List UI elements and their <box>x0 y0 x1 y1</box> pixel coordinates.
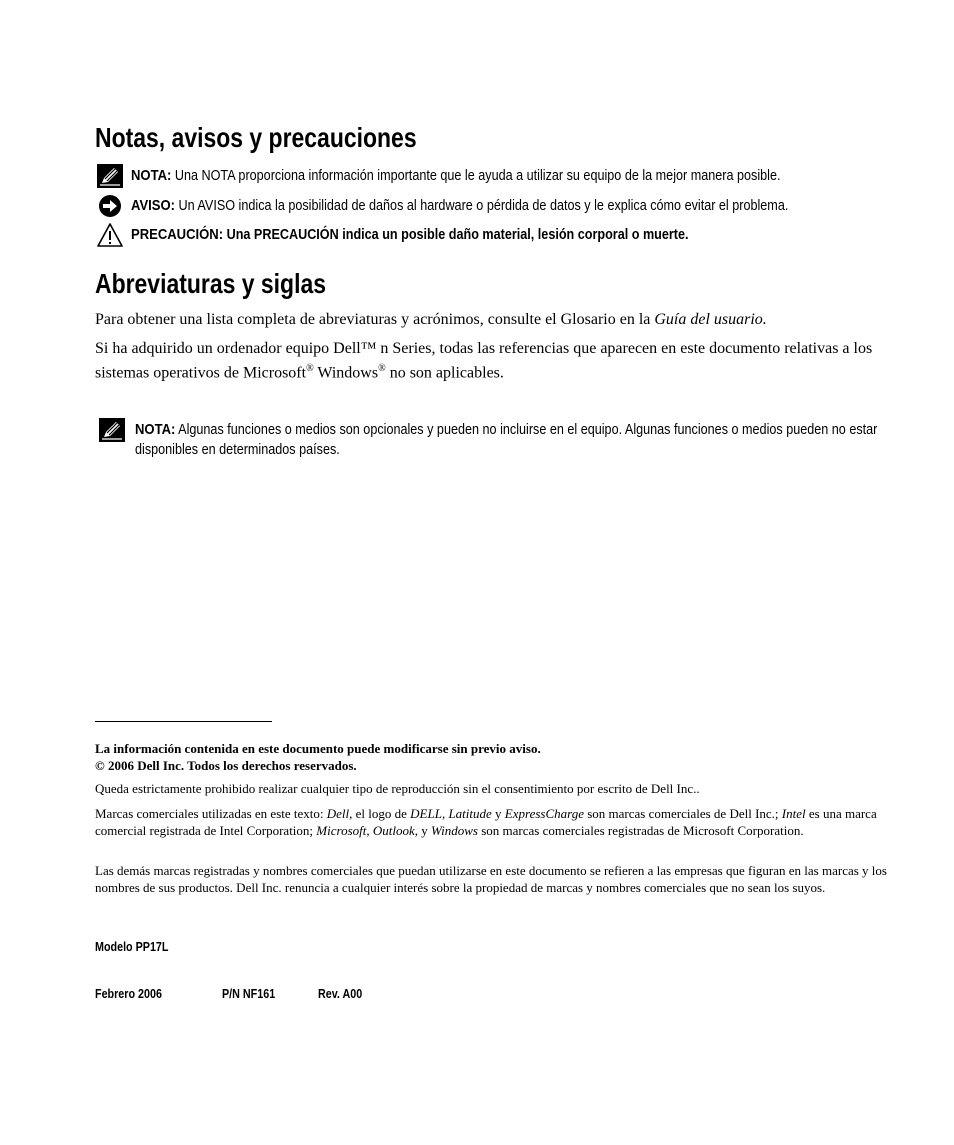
trademarks-paragraph: Marcas comerciales utilizadas en este texto: Dell, el logo de DELL, Latitude y ExpressCharge son marcas comerciales de Dell Inc.; Intel es una marca comercial registrada de Intel Corporation; Microsoft, Outlook, y Windows son marcas comerciales registradas de Microsoft Corporation. <box>95 806 877 838</box>
pencil-note-icon <box>99 418 125 442</box>
nota2-text: Algunas funciones o medios son opcionales y pueden no incluirse en el equipo. Algunas funciones o medios pueden no estar disponibles en determinados países. <box>135 422 878 458</box>
precaucion-text: Una PRECAUCIÓN indica un posible daño material, lesión corporal o muerte. <box>223 227 689 243</box>
other-trademarks-paragraph: Las demás marcas registradas y nombres comerciales que puedan utilizarse en este documento se refieren a las empresas que figuran en las marcas y los nombres de sus productos. Dell Inc. renuncia a cualquier interés sobre la propiedad de marcas y nombres comerciales que no sean los suyos. <box>95 863 887 895</box>
nota2-label: NOTA: <box>135 421 176 438</box>
revision: Rev. A00 <box>318 987 363 1001</box>
copyright-line: © 2006 Dell Inc. Todos los derechos reservados. <box>95 757 357 773</box>
part-number: P/N NF161 <box>222 987 276 1001</box>
guia-usuario-ref: Guía del usuario. <box>654 311 767 328</box>
precaucion-label: PRECAUCIÓN: <box>131 226 224 243</box>
notice-arrow-icon <box>97 194 123 218</box>
heading-notas-avisos: Notas, avisos y precauciones <box>95 122 417 153</box>
aviso-text: Un AVISO indica la posibilidad de daños al hardware o pérdida de datos y le explica cómo evitar el problema. <box>174 198 789 214</box>
aviso-label: AVISO: <box>131 197 175 214</box>
reproduction-notice: Queda estrictamente prohibido realizar cualquier tipo de reproducción sin el consentimiento por escrito de Dell Inc.. <box>95 781 700 796</box>
nota-optional-features <box>95 418 895 464</box>
publication-date: Febrero 2006 <box>95 987 162 1001</box>
model-number: Modelo PP17L <box>95 940 169 954</box>
abbrev-paragraph-1: Para obtener una lista completa de abreviaturas y acrónimos, consulte el Glosario en la Guía del usuario. <box>95 311 767 328</box>
footnote-divider <box>95 721 272 722</box>
abbrev-paragraph-2: Si ha adquirido un ordenador equipo Dell™ n Series, todas las referencias que aparecen en este documento relativas a los sistemas operativos de Microsoft® Windows® no son aplicables. <box>95 340 873 382</box>
nota-label: NOTA: <box>131 167 172 184</box>
legal-notice: La información contenida en este documento puede modificarse sin previo aviso. © 2006 Dell Inc. Todos los derechos reservados. <box>95 741 890 774</box>
caution-triangle-icon <box>97 223 123 247</box>
heading-abreviaturas: Abreviaturas y siglas <box>95 268 326 299</box>
pencil-note-icon <box>97 164 123 188</box>
nota-text: Una NOTA proporciona información importante que le ayuda a utilizar su equipo de la mejor manera posible. <box>171 168 781 184</box>
